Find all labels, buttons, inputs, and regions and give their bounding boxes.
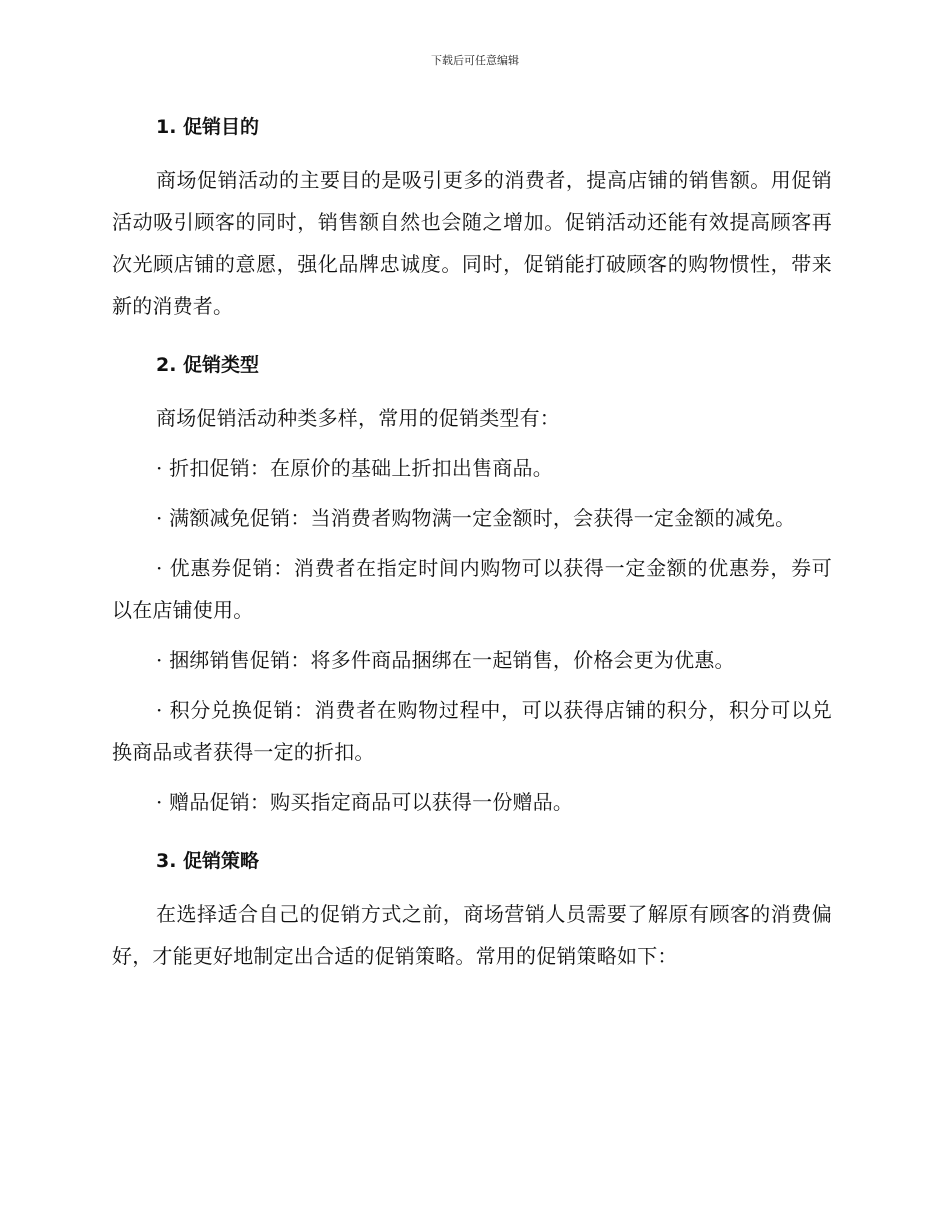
- section-heading-purpose: 1. 促销目的: [156, 116, 260, 138]
- document-body: [112, 109, 832, 977]
- bullet-points: · 积分兑换促销：消费者在购物过程中，可以获得店铺的积分，积分可以兑换商品或者获得一定的折扣。: [112, 698, 832, 764]
- paragraph-strategy: 在选择适合自己的促销方式之前，商场营销人员需要了解原有顾客的消费偏好，才能更好地制定出合适的促销策略。常用的促销策略如下：: [112, 902, 832, 968]
- paragraph-purpose: 商场促销活动的主要目的是吸引更多的消费者，提高店铺的销售额。用促销活动吸引顾客的同时，销售额自然也会随之增加。促销活动还能有效提高顾客再次光顾店铺的意愿，强化品牌忠诚度。同时，促销能打破顾客的购物惯性，带来新的消费者。: [112, 168, 832, 318]
- bullet-bundle: · 捆绑销售促销：将多件商品捆绑在一起销售，价格会更为优惠。: [156, 648, 735, 672]
- bullet-discount: · 折扣促销：在原价的基础上折扣出售商品。: [156, 456, 553, 480]
- bullet-coupon: · 优惠券促销：消费者在指定时间内购物可以获得一定金额的优惠券，券可以在店铺使用。: [112, 556, 832, 622]
- paragraph-types-intro: 商场促销活动种类多样，常用的促销类型有：: [156, 406, 560, 430]
- section-heading-types: 2. 促销类型: [156, 354, 260, 376]
- section-heading-strategy: 3. 促销策略: [156, 850, 260, 872]
- bullet-gift: · 赠品促销：购买指定商品可以获得一份赠品。: [156, 790, 574, 814]
- bullet-full-reduction: · 满额减免促销：当消费者购物满一定金额时，会获得一定金额的减免。: [156, 506, 796, 530]
- page-header: 下载后可任意编辑: [431, 54, 519, 67]
